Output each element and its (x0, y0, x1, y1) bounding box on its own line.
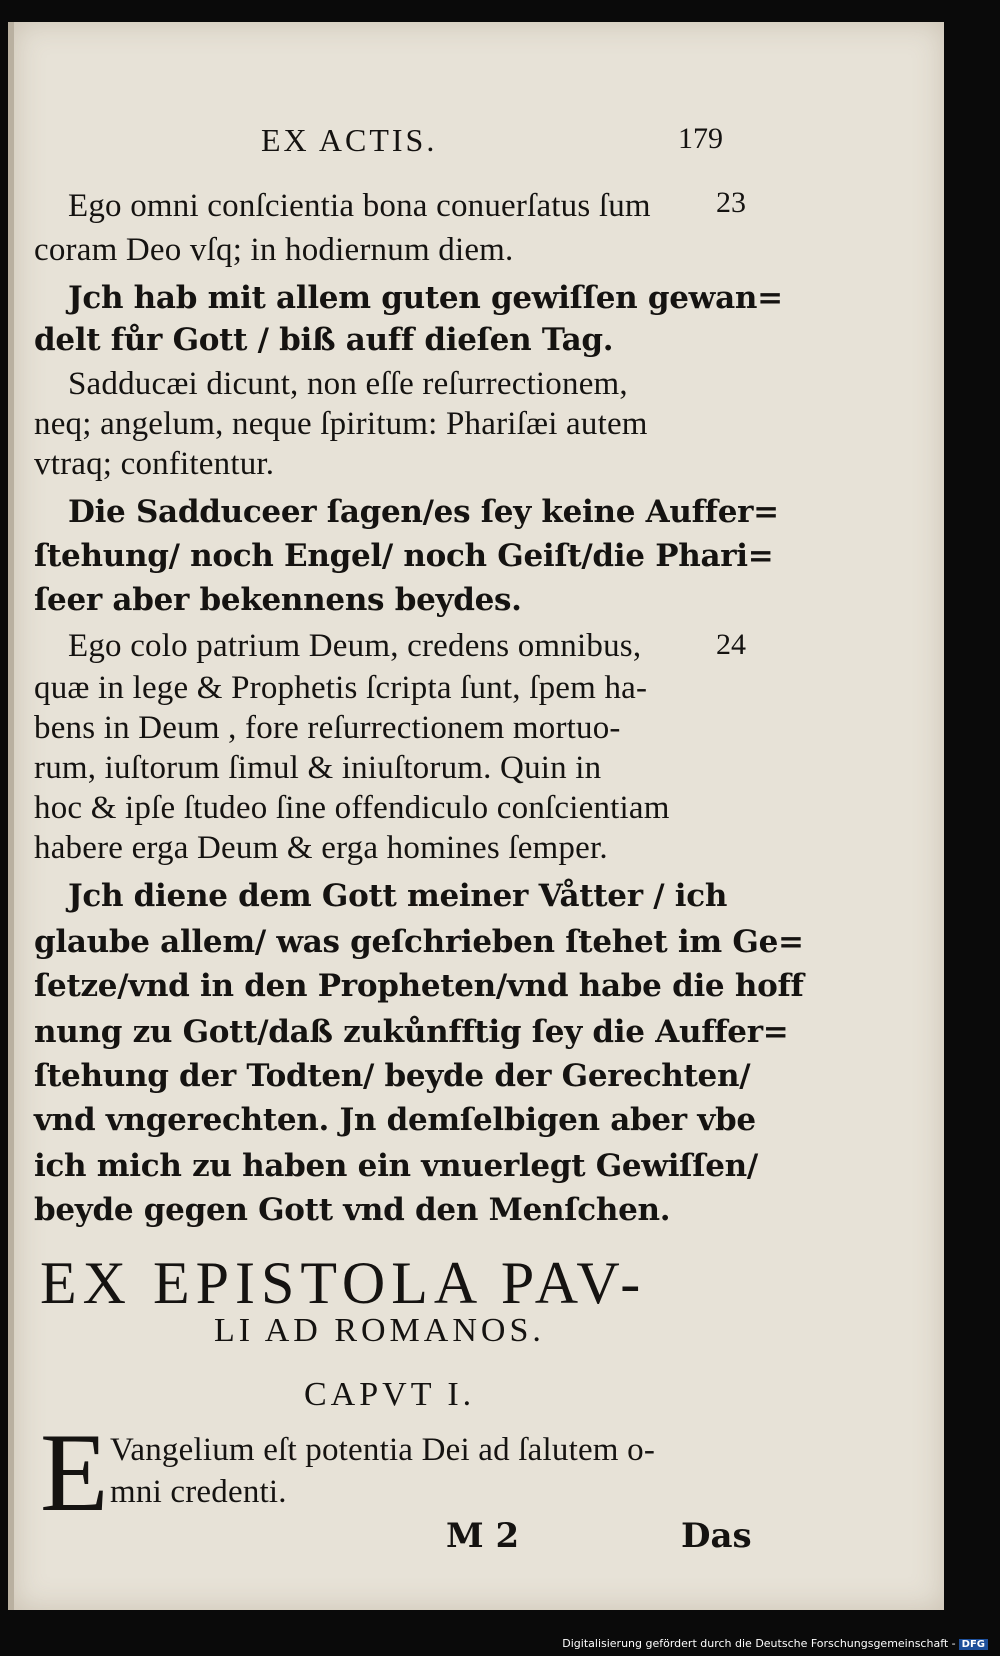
text-line: Jch diene dem Gott meiner Våtter / ich (68, 878, 728, 914)
dfg-logo: DFG (959, 1639, 988, 1650)
text-line: rum, iuſtorum ſimul & iniuſtorum. Quin in (34, 750, 602, 786)
footer-text: Digitalisierung gefördert durch die Deutsche Forschungsgemeinschaft - (562, 1637, 956, 1650)
text-line: bens in Deum , fore reſurrectionem mortuo- (34, 710, 621, 746)
running-head: EX ACTIS. (261, 122, 438, 158)
text-line: ſtehung der Todten/ beyde der Gerechten/ (34, 1058, 751, 1094)
text-line: ſtehung/ noch Engel/ noch Geiſt/die Phari= (34, 538, 774, 574)
signature-mark: M 2 (446, 1516, 520, 1556)
chapter-heading: CAPVT I. (304, 1376, 476, 1413)
text-line: nung zu Gott/daß zukůnfftig ſey die Auffer= (34, 1014, 789, 1050)
text-line: coram Deo vſq; in hodiernum diem. (34, 232, 514, 268)
text-line: Die Sadduceer ſagen/es ſey keine Auffer= (68, 494, 779, 530)
text-line: ich mich zu haben ein vnuerlegt Gewiſſen/ (34, 1148, 758, 1184)
text-line: hoc & ipſe ſtudeo ſine offendiculo conſcientiam (34, 790, 670, 826)
text-line: quæ in lege & Prophetis ſcripta ſunt, ſpem ha- (34, 670, 648, 706)
verse-number: 23 (716, 186, 746, 219)
page-text (26, 22, 926, 1610)
footer-credit (562, 1637, 988, 1650)
text-line: habere erga Deum & erga homines ſemper. (34, 830, 608, 866)
verse-number: 24 (716, 628, 746, 661)
text-line: Sadducæi dicunt, non eſſe reſurrectionem, (68, 366, 628, 402)
catchword: Das (681, 1516, 752, 1556)
text-line: Jch hab mit allem guten gewiſſen gewan= (68, 280, 783, 316)
text-line: mni credenti. (110, 1474, 287, 1510)
text-line: ſeer aber bekennens beydes. (34, 582, 522, 618)
text-line: ſetze/vnd in den Propheten/vnd habe die hoff (34, 968, 804, 1004)
text-line: delt fůr Gott / biß auff dieſen Tag. (34, 322, 614, 358)
text-line: Ego omni conſcientia bona conuerſatus ſum (68, 188, 651, 224)
section-title: EX EPISTOLA PAV- (40, 1250, 647, 1316)
book-page (8, 22, 944, 1610)
drop-initial: E (40, 1411, 109, 1535)
text-line: glaube allem/ was geſchrieben ſtehet im Ge= (34, 924, 804, 960)
text-line: vnd vngerechten. Jn demſelbigen aber vbe (34, 1102, 756, 1138)
section-subtitle: LI AD ROMANOS. (214, 1312, 545, 1349)
text-line: Ego colo patrium Deum, credens omnibus, (68, 628, 642, 664)
text-line: Vangelium eſt potentia Dei ad ſalutem o- (110, 1432, 656, 1468)
page-number: 179 (678, 122, 723, 155)
text-line: vtraq; confitentur. (34, 446, 275, 482)
text-line: neq; angelum, neque ſpiritum: Phariſæi autem (34, 406, 648, 442)
text-line: beyde gegen Gott vnd den Menſchen. (34, 1192, 671, 1228)
